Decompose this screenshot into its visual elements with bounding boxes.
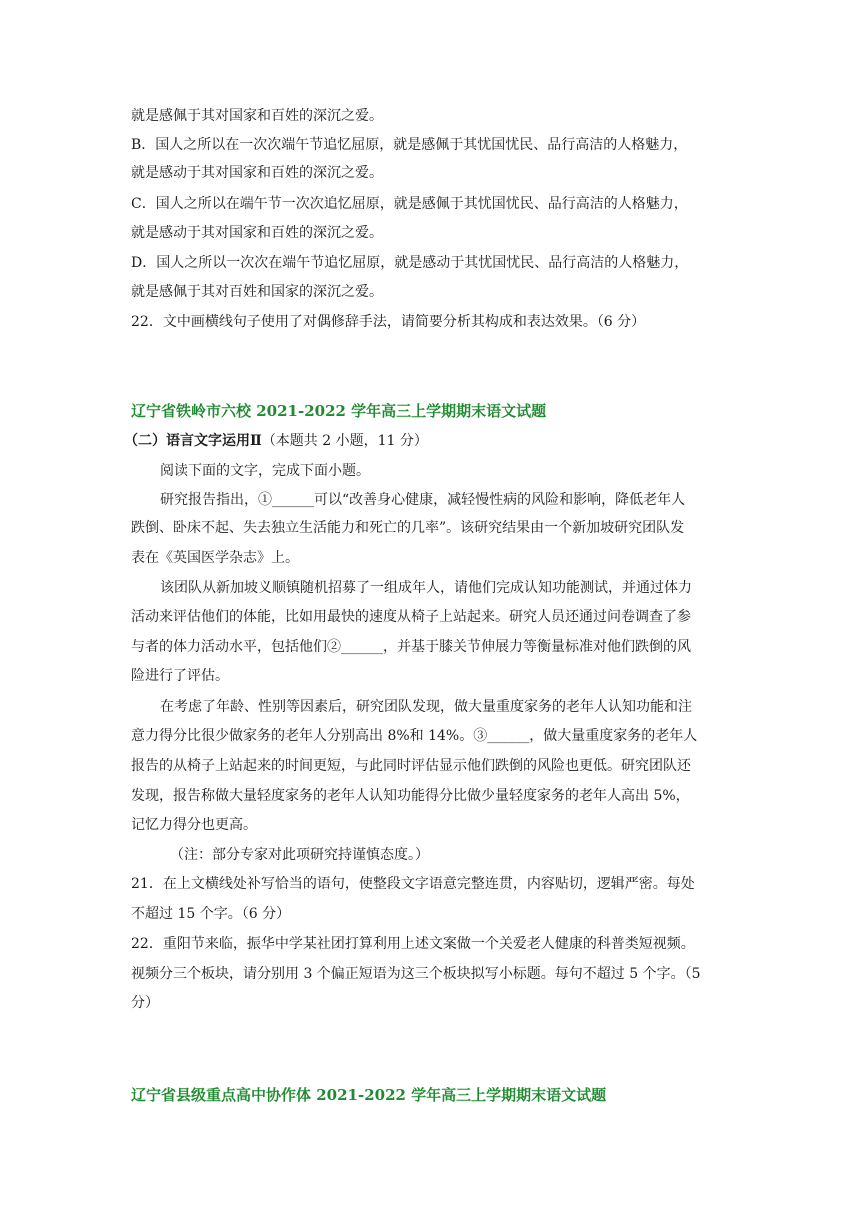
passage-line: 在考虑了年龄、性别等因素后，研究团队发现，做大量重度家务的老年人认知功能和注 xyxy=(160,699,692,715)
passage-line: 与者的体力活动水平，包括他们②______，并基于膝关节伸展力等衡量标准对他们跌倒的风 xyxy=(131,639,691,655)
text-line: 就是感佩于其对百姓和国家的深沉之爱。 xyxy=(131,284,383,300)
instruction-line: 阅读下面的文字，完成下面小题。 xyxy=(160,463,370,479)
option-c-line: C．国人之所以在端午节一次次追忆屈原，就是感佩于其忧国忧民、品行高洁的人格魅力， xyxy=(131,196,688,212)
question-22-line: 22．文中画横线句子使用了对偶修辞手法，请简要分析其构成和表达效果。（6 分） xyxy=(131,314,646,330)
option-d-line: D．国人之所以一次次在端午节追忆屈原，就是感动于其忧国忧民、品行高洁的人格魅力， xyxy=(131,255,689,271)
question-22-line: 分） xyxy=(131,995,159,1011)
passage-line: 表在《英国医学杂志》上。 xyxy=(131,550,299,566)
question-22-line: 22．重阳节来临，振华中学某社团打算利用上述文案做一个关爱老人健康的科普类短视频。 xyxy=(131,936,695,952)
passage-line: 活动来评估他们的体能，比如用最快的速度从椅子上站起来。研究人员还通过问卷调查了参 xyxy=(131,609,691,625)
section-subheading xyxy=(124,431,428,451)
passage-line: 意力得分比很少做家务的老年人分别高出 8%和 14%。③______，做大量重度家务的老年人 xyxy=(131,728,698,744)
passage-note: （注：部分专家对此项研究持谨慎态度。） xyxy=(170,847,429,863)
passage-line: 该团队从新加坡义顺镇随机招募了一组成年人，请他们完成认知功能测试，并通过体力 xyxy=(160,580,692,596)
passage-line: 发现，报告称做大量轻度家务的老年人认知功能得分比做少量轻度家务的老年人高出 5%， xyxy=(131,788,690,804)
question-22-line: 视频分三个板块，请分别用 3 个偏正短语为这三个板块拟写小标题。每句不超过 5 个字。（5 xyxy=(131,966,701,982)
passage-line: 报告的从椅子上站起来的时间更短，与此同时评估显示他们跌倒的风险也更低。研究团队还 xyxy=(131,758,691,774)
text-line: 就是感动于其对国家和百姓的深沉之爱。 xyxy=(131,225,383,241)
question-21-line: 21．在上文横线处补写恰当的语句，使整段文字语意完整连贯，内容贴切，逻辑严密。每处 xyxy=(131,876,695,892)
passage-line: 记忆力得分也更高。 xyxy=(131,817,257,833)
text-line: 就是感动于其对国家和百姓的深沉之爱。 xyxy=(131,165,383,181)
passage-line: 研究报告指出，①______可以“改善身心健康，减轻慢性病的风险和影响，降低老年人 xyxy=(160,492,686,508)
passage-line: 险进行了评估。 xyxy=(131,668,229,684)
question-21-line: 不超过 15 个字。（6 分） xyxy=(131,906,291,922)
text-line: 就是感佩于其对国家和百姓的深沉之爱。 xyxy=(131,108,383,124)
option-b-line: B．国人之所以在一次次端午节追忆屈原，就是感佩于其忧国忧民、品行高洁的人格魅力， xyxy=(131,137,688,153)
subheading-rest: （本题共 2 小题，11 分） xyxy=(261,433,428,449)
section-title: 辽宁省县级重点高中协作体 2021-2022 学年高三上学期期末语文试题 xyxy=(131,1086,607,1104)
passage-line: 跌倒、卧床不起、失去独立生活能力和死亡的几率”。该研究结果由一个新加坡研究团队发 xyxy=(131,520,685,536)
subheading-bold: （二）语言文字运用Ⅱ xyxy=(124,433,262,449)
section-title: 辽宁省铁岭市六校 2021-2022 学年高三上学期期末语文试题 xyxy=(131,402,547,420)
